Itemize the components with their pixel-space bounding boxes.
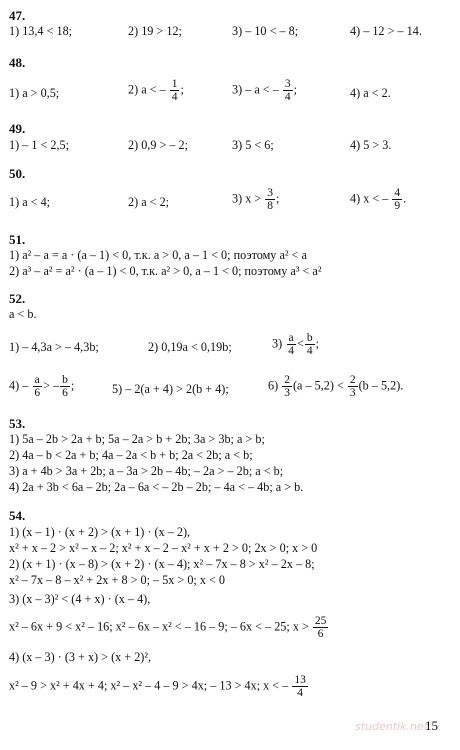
p52-item-1: 1) – 4,3a > – 4,3b; [9,340,99,354]
problem-number-48: 48. [9,55,26,70]
p50-item-2: 2) a < 2; [128,195,170,209]
p50-item-3-text: 3) x > [232,191,262,206]
watermark: studentik.net [355,720,429,733]
p54-line-8 [9,674,309,699]
p54-line-3: 2) (x + 1) · (x – 8) > (x + 2) · (x – 4); x² – 7x – 8 > x² – 2x – 8; [9,557,315,571]
p52-item-4 [9,374,74,399]
p48-item-4: 4) a < 2. [350,86,391,100]
p53-line-2: 2) 4a – b < 2a + b; 4a – 2a < b + b; 2a < 2b; a < b; [9,448,253,462]
numerator: 25 [314,615,327,627]
fraction [60,374,70,399]
p54-line-1: 1) (x – 1) · (x + 2) > (x + 1) · (x – 2), [9,525,191,539]
punct: . [403,191,407,206]
denominator: 4 [284,91,291,103]
fraction [170,78,180,103]
p54-line-4: x² – 7x – 8 – x² + 2x + 8 > 0; – 5x > 0; x < 0 [9,573,226,587]
p52-item-2: 2) 0,19a < 0,19b; [148,340,232,354]
problem-number-50: 50. [9,166,26,181]
denominator: 4 [297,687,303,699]
numerator: 2 [349,374,356,386]
p52-item-3-label: 3) [272,336,283,351]
p52-item-5: 5) – 2(a + 4) > 2(b + 4); [112,382,229,396]
numerator: 4 [394,187,401,199]
p47-item-4: 4) – 12 > – 14. [350,24,422,38]
denominator: 9 [394,200,401,212]
p47-item-3: 3) – 10 < – 8; [232,24,299,38]
fraction [348,374,358,399]
numerator: b [306,332,313,344]
fraction [282,374,292,399]
p54-line-5: 3) (x – 3)² < (4 + x) · (x – 4), [9,592,151,606]
expression: (b – 5,2). [358,378,404,393]
denominator: 6 [317,628,324,640]
fraction [292,674,308,699]
p53-line-4: 4) 2a + 3b < 6a – 2b; 2a – 6a < – 2b – 2b; – 4a < – 4b; a > b. [9,480,304,494]
p52-item-4-label: 4) – [9,378,29,393]
denominator: 6 [62,387,68,399]
relation: > – [43,378,60,393]
expression: (a – 5,2) < [292,378,344,393]
p52-given: a < b. [9,307,37,321]
p47-item-1: 1) 13,4 < 18; [9,24,73,38]
fraction [392,187,402,212]
denominator: 4 [171,91,178,103]
punct: ; [276,191,280,206]
problem-number-47: 47. [9,8,26,23]
p53-line-3: 3) a + 4b > 3a + 2b; a – 3a > 2b – 4b; – 2a > – 2b; a < b; [9,464,284,478]
page-number: 15 [425,718,438,733]
numerator: 2 [284,374,290,386]
p54-line-7: 4) (x – 3) · (3 + x) > (x + 2)², [9,650,152,664]
p48-item-1: 1) a > 0,5; [9,86,60,100]
p49-item-4: 4) 5 > 3. [350,138,392,152]
p54-line-6-text: x² – 6x + 9 < x² – 16; x² – 6x – x² < – 16 – 9; – 6x < – 25; x > [9,619,309,634]
denominator: 4 [306,345,313,357]
denominator: 4 [288,345,294,357]
fraction [32,374,42,399]
p48-item-3-text: 3) – a < – [232,82,279,97]
p53-line-1: 1) 5a – 2b > 2a + b; 5a – 2a > b + 2b; 3a > 3b; a > b; [9,432,265,446]
p50-item-3 [232,187,279,212]
punct: ; [180,82,184,97]
relation: < [296,336,304,351]
p52-item-6-label: 6) [268,378,279,393]
problem-number-51: 51. [9,232,26,247]
fraction [265,187,275,212]
p54-line-2: x² + x – 2 > x² – x – 2; x² + x – 2 – x² + x + 2 > 0; 2x > 0; x > 0 [9,541,318,555]
denominator: 6 [34,387,41,399]
numerator: 1 [171,78,178,90]
p52-item-6 [268,374,403,399]
punct: ; [315,336,319,351]
denominator: 8 [267,200,274,212]
p49-item-3: 3) 5 < 6; [232,138,274,152]
fraction [286,332,296,357]
p54-line-8-text: x² – 9 > x² + 4x + 4; x² – x² – 4 – 9 > 4x; – 13 > 4x; x < – [9,678,289,693]
problem-number-54: 54. [9,508,26,523]
numerator: 13 [294,674,306,686]
p52-item-3 [272,332,319,357]
fraction [313,615,329,640]
p48-item-2 [128,78,184,103]
punct: ; [70,378,75,393]
p47-item-2: 2) 19 > 12; [128,24,182,38]
p51-line-1: 1) a² – a = a · (a – 1) < 0, т.к. a > 0, a – 1 < 0; поэтому a² < a [9,248,307,262]
p48-item-2-text: 2) a < – [128,82,166,97]
p51-line-2: 2) a³ – a² = a² · (a – 1) < 0, т.к. a² > 0, a – 1 < 0; поэтому a³ < a² [9,264,322,278]
problem-number-53: 53. [9,416,26,431]
p49-item-2: 2) 0,9 > – 2; [128,138,189,152]
numerator: a [34,374,40,386]
numerator: 3 [284,78,291,90]
problem-number-49: 49. [9,121,26,136]
p49-item-1: 1) – 1 < 2,5; [9,138,70,152]
p50-item-4 [350,187,406,212]
numerator: a [288,332,294,344]
p48-item-3 [232,78,297,103]
p54-line-6 [9,615,329,640]
problem-number-52: 52. [9,291,26,306]
fraction [305,332,315,357]
numerator: 3 [267,187,274,199]
fraction [283,78,293,103]
punct: ; [293,82,297,97]
denominator: 3 [349,387,356,399]
denominator: 3 [284,387,290,399]
p50-item-4-text: 4) x < – [350,191,389,206]
p50-item-1: 1) a < 4; [9,195,51,209]
numerator: b [62,374,68,386]
